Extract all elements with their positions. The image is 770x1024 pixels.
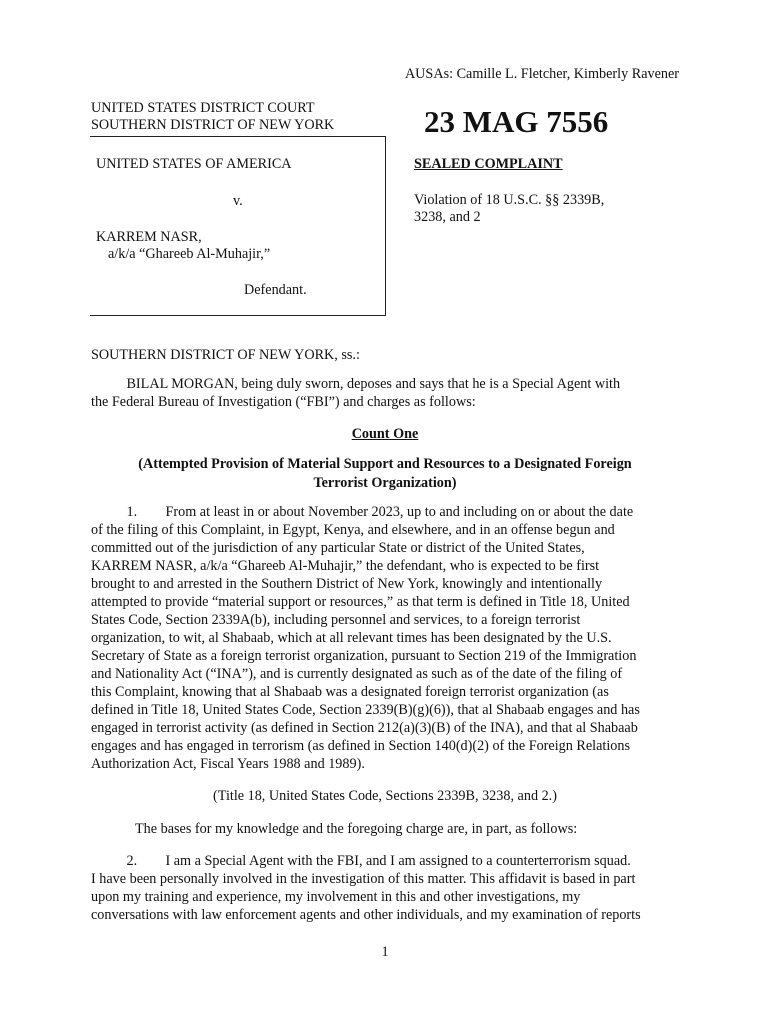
count-title-text: Count One <box>351 426 419 442</box>
court-line-1: UNITED STATES DISTRICT COURT <box>91 100 315 116</box>
violation-citation <box>414 192 604 226</box>
paragraph-1 <box>91 503 640 773</box>
case-number: 23 MAG 7556 <box>424 104 609 139</box>
text-line: 2. I am a Special Agent with the FBI, and I am assigned to a counterterrorism squad. <box>91 853 631 869</box>
count-subtitle <box>0 455 770 493</box>
text-line: the Federal Bureau of Investigation (“FBI”) and charges as follows: <box>91 394 476 410</box>
count-subtitle-line-2: Terrorist Organization) <box>313 475 457 491</box>
text-line: Secretary of State as a foreign terrorist organization, pursuant to Section 219 of the Immigration <box>91 648 637 664</box>
ausas-line: AUSAs: Camille L. Fletcher, Kimberly Ravener <box>404 66 679 82</box>
district-ss: SOUTHERN DISTRICT OF NEW YORK, ss.: <box>91 347 360 363</box>
text-line: defined in Title 18, United States Code, Section 2339(B)(g)(6)), that al Shabaab engages and has <box>91 702 640 718</box>
text-line: engaged in terrorist activity (as defined in Section 212(a)(3)(B) of the INA), and that al Shabaab <box>91 720 638 736</box>
complaint-title: SEALED COMPLAINT <box>414 156 563 172</box>
text-line: this Complaint, knowing that al Shabaab was a designated foreign terrorist organization (as <box>91 684 609 700</box>
plaintiff-name: UNITED STATES OF AMERICA <box>96 156 292 172</box>
count-title <box>0 425 770 443</box>
text-line: brought to and arrested in the Southern District of New York, knowingly and intentionally <box>91 576 603 592</box>
paragraph-2 <box>91 852 641 924</box>
text-line: upon my training and experience, my involvement in this and other investigations, my <box>91 889 581 905</box>
text-line: committed out of the jurisdiction of any particular State or district of the United States, <box>91 540 585 556</box>
defendant-label: Defendant. <box>244 282 307 298</box>
versus-label: v. <box>233 193 243 209</box>
defendant-alias: a/k/a “Ghareeb Al-Muhajir,” <box>108 246 271 262</box>
court-line-2: SOUTHERN DISTRICT OF NEW YORK <box>91 117 335 133</box>
text-line: conversations with law enforcement agents and other individuals, and my examination of reports <box>91 907 641 923</box>
text-line: States Code, Section 2339A(b), including personnel and services, to a foreign terrorist <box>91 612 581 628</box>
count-subtitle-line-1: (Attempted Provision of Material Support and Resources to a Designated Foreign <box>138 456 632 472</box>
text-line: BILAL MORGAN, being duly sworn, deposes and says that he is a Special Agent with <box>91 376 621 392</box>
caption-bottom-rule <box>90 315 386 316</box>
caption-top-rule <box>90 136 386 137</box>
statute-citation: (Title 18, United States Code, Sections 2339B, 3238, and 2.) <box>213 788 557 804</box>
court-name <box>91 100 334 134</box>
defendant-name: KARREM NASR, <box>96 229 202 245</box>
text-line: of the filing of this Complaint, in Egypt, Kenya, and elsewhere, and in an offense begun and <box>91 522 615 538</box>
text-line: organization, to wit, al Shabaab, which at all relevant times has been designated by the U.S. <box>91 630 612 646</box>
intro-paragraph <box>91 375 620 411</box>
text-line: 1. From at least in or about November 2023, up to and including on or about the date <box>91 504 634 520</box>
text-line: KARREM NASR, a/k/a “Ghareeb Al-Muhajir,” the defendant, who is expected to be first <box>91 558 600 574</box>
text-line: engages and has engaged in terrorism (as defined in Section 140(d)(2) of the Foreign Relations <box>91 738 630 754</box>
text-line: and Nationality Act (“INA”), and is currently designated as such as of the date of the filing of <box>91 666 623 682</box>
text-line: attempted to provide “material support or resources,” as that term is defined in Title 18, United <box>91 594 630 610</box>
violation-line-2: 3238, and 2 <box>414 209 481 225</box>
page-number: 1 <box>381 944 389 960</box>
caption-vertical-rule <box>385 136 386 316</box>
text-line: I have been personally involved in the investigation of this matter. This affidavit is based in part <box>91 871 636 887</box>
bases-line: The bases for my knowledge and the foregoing charge are, in part, as follows: <box>135 821 578 837</box>
text-line: Authorization Act, Fiscal Years 1988 and 1989). <box>91 756 365 772</box>
violation-line-1: Violation of 18 U.S.C. §§ 2339B, <box>414 192 605 208</box>
